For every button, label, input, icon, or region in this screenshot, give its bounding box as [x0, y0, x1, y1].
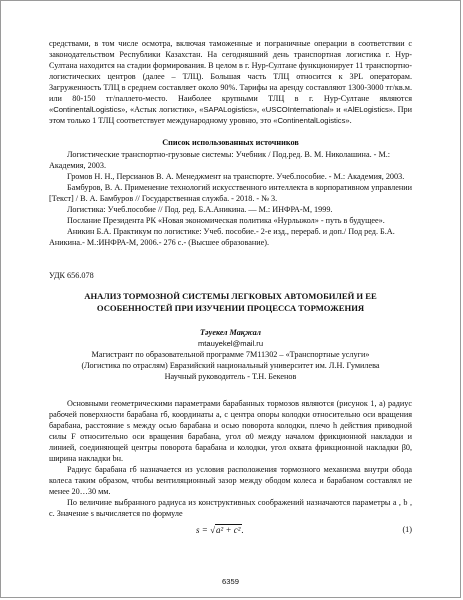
reference-item: Логистические транспортно-грузовые системы: Учебник / Под.ред. В. М. Николашина. - М.: Академия, 2003.: [49, 150, 391, 170]
body-paragraph: По величине выбранного радиуса из конструктивных соображений назначаются параметры a , b , c. Значение s вычисляется по формуле: [49, 498, 412, 518]
intro-separator: , «Астык логистик»,: [125, 105, 200, 114]
formula-radicand: a² + c²: [216, 525, 241, 535]
formula-number: (1): [402, 525, 412, 534]
author-affiliation: (Логистика по отраслям) Евразийский национальный университет им. Л.Н. Гумилева: [81, 361, 380, 370]
company-name: «ContinentalLogistics»: [49, 105, 126, 114]
reference-item: Послание Президента РК «Новая экономическая политика «Нурлыжол» - путь в будущее».: [67, 216, 385, 225]
body-paragraph: Радиус барабана rб назначается из условия расположения тормозного механизма внутри обода колеса таким образом, чтобы вентиляционный зазор между ободом колеса и барабаном составлял не менее 20…30 мм.: [49, 465, 412, 496]
udk-code: УДК 656.078: [49, 271, 94, 280]
company-name: «USCOInternational»: [261, 105, 334, 114]
reference-item: Бамбуров, В. А. Применение технологий искусственного интеллекта в корпоративном управлении [Текст] / В. А. Бамбуров // Государственная служба. - 2018. - № 3.: [49, 183, 412, 203]
intro-paragraph: [49, 38, 412, 126]
company-name: «AlELogistics»: [343, 105, 394, 114]
formula-row: [49, 521, 412, 541]
intro-text-1: средствами, в том числе осмотра, включая таможенные и пограничные операции в соответствии с законодательством Республики Казахстан. На сегодняшний день транспортная логистика г. Нур-Султана находится на стадии формирования. В целом в г. Нур-Султане функционирует 11 транспортно-логистических центров (далее – ТЛЦ). Большая часть ТЛЦ относится к 3PL операторам. Загруженность ТЛЦ в среднем составляет около 90%. Тарифы на аренду составляют 1300-3000 тг/кв.м. или 80-150 тг/паллето-место. Наиболее крупными ТЛЦ в г. Нур-Султане являются: [49, 39, 412, 103]
scientific-advisor: Научный руководитель - Т.Н. Бекенов: [164, 372, 297, 381]
formula-lhs: s =: [196, 525, 211, 535]
formula-tail: .: [241, 525, 244, 535]
intro-text-2: . При этом только 1 ТЛЦ соответствует международному уровню, это: [49, 105, 413, 125]
reference-item: Громов Н. Н., Персианов В. А. Менеджмент на транспорте. Учеб.пособие. - М.: Академия, 2003.: [67, 172, 405, 181]
body-paragraph: Основными геометрическими параметрами барабанных тормозов являются (рисунок 1, а) радиус рабочей поверхности барабана rб, координаты a, c центра опоры колодки относительно оси вращения барабана, расстояние s между осью барабана и осью поворота колодки, плечо h действия приводной силы F относительно оси вращения барабана, угол α0 между началом фрикционной накладки и линией, соединяющей центры поворота барабана и колодки, угол охвата фрикционной накладки β0, ширина накладки bн.: [49, 399, 412, 463]
company-name: «SAPALogistics»: [199, 105, 257, 114]
intro-separator: ,: [256, 105, 262, 114]
article-title-line: ОСОБЕННОСТЕЙ ПРИ ИЗУЧЕНИИ ПРОЦЕССА ТОРМОЖЕНИЯ: [96, 303, 365, 313]
reference-item: Аникин Б.А. Практикум по логистике: Учеб. пособие.- 2-е изд., перераб. и доп./ Под ред. Б.А. Аникина.- М.:ИНФРА-М, 2006.- 276 с.- (Высшее образование).: [49, 227, 395, 247]
article-title-line: АНАЛИЗ ТОРМОЗНОЙ СИСТЕМЫ ЛЕГКОВЫХ АВТОМОБИЛЕЙ И ЕЕ: [84, 291, 377, 301]
intro-text-3: .: [349, 116, 352, 125]
article-title: [49, 290, 412, 314]
sqrt-sign: √: [210, 525, 216, 535]
author-affiliation: Магистрант по образовательной программе 7М11302 – «Транспортные услуги»: [91, 350, 370, 359]
references-title: Список использованных источников: [162, 138, 299, 147]
author-email: mtauyekel@mail.ru: [197, 339, 264, 348]
reference-item: Логистика: Учеб.пособие // Под. ред. Б.А.Аникина. — М.: ИНФРА-М, 1999.: [67, 205, 333, 214]
page-number: 6359: [222, 577, 239, 586]
author-name: Тәуекел Мақжал: [200, 328, 261, 337]
company-name: «ContinentalLogistics»: [273, 116, 350, 125]
author-block: [49, 327, 412, 382]
formula: [196, 524, 244, 536]
intro-separator: и: [333, 105, 344, 114]
